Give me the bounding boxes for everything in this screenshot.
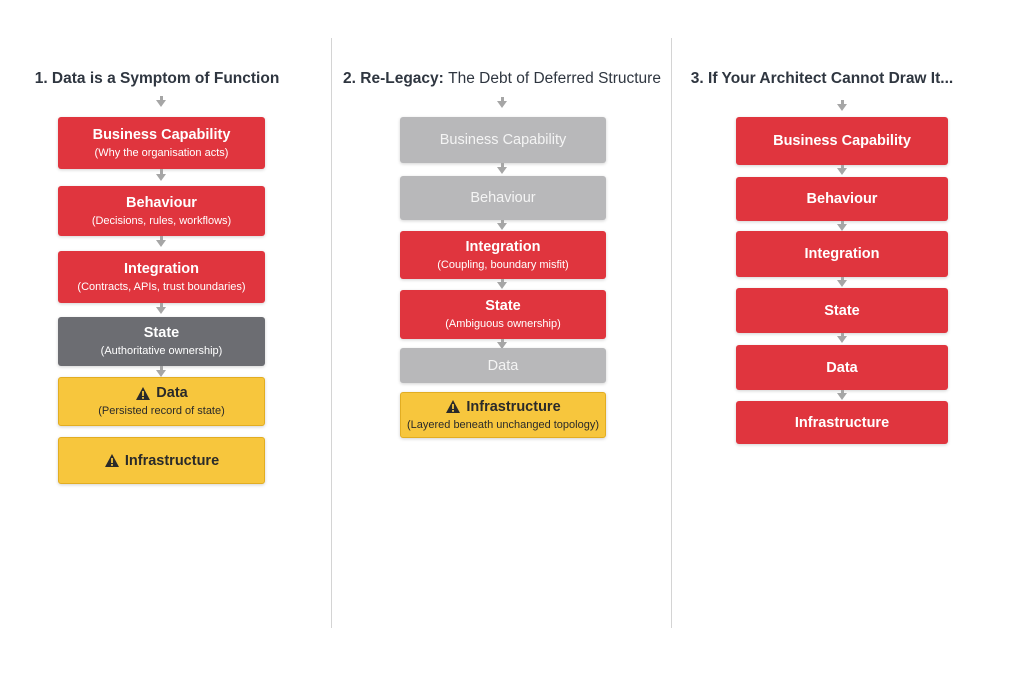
arrow-down-icon xyxy=(497,223,507,230)
layer-label: Integration xyxy=(124,260,199,277)
layer-label: Infrastructure xyxy=(466,398,561,415)
layer-integration xyxy=(58,251,265,303)
layer-data xyxy=(400,348,606,383)
layer-sublabel: (Layered beneath unchanged topology) xyxy=(406,418,600,431)
warning-icon xyxy=(445,399,461,414)
arrow-stem xyxy=(160,96,163,101)
layer-business-capability xyxy=(58,117,265,169)
layer-data xyxy=(58,377,265,426)
layer-integration xyxy=(736,231,948,277)
arrow-down-icon xyxy=(156,370,166,377)
layer-label: Behaviour xyxy=(470,190,536,206)
layer-state xyxy=(400,290,606,339)
layer-sublabel: (Coupling, boundary misfit) xyxy=(437,258,569,271)
arrow-stem xyxy=(501,279,504,283)
layer-data xyxy=(736,345,948,390)
arrow-down-icon xyxy=(156,307,166,314)
layer-label: Behaviour xyxy=(806,191,878,207)
layer-label: Integration xyxy=(465,238,541,255)
layer-sublabel: (Ambiguous ownership) xyxy=(445,318,561,330)
panel-title: 1. Data is a Symptom of Function xyxy=(34,70,280,87)
arrow-down-icon xyxy=(837,336,847,343)
arrow-down-icon xyxy=(837,104,847,111)
layer-business-capability xyxy=(736,117,948,165)
layer-label: Infrastructure xyxy=(794,414,890,431)
layer-state xyxy=(736,288,948,333)
layer-label: State xyxy=(143,325,180,341)
layer-label: Business Capability xyxy=(773,133,911,149)
layer-sublabel: (Contracts, APIs, trust boundaries) xyxy=(77,280,246,293)
layer-label-row xyxy=(445,398,560,416)
layer-label: Infrastructure xyxy=(124,452,220,469)
arrow-stem xyxy=(501,220,504,224)
arrow-stem xyxy=(160,236,163,241)
layer-sublabel: (Persisted record of state) xyxy=(98,405,225,417)
arrow-down-icon xyxy=(837,393,847,400)
layer-infrastructure xyxy=(736,401,948,444)
layer-label: State xyxy=(824,302,860,319)
arrow-stem xyxy=(841,390,844,394)
layer-behaviour xyxy=(58,186,265,236)
arrow-stem xyxy=(160,303,163,308)
layer-sublabel: (Why the organisation acts) xyxy=(94,146,229,159)
layer-label: Business Capability xyxy=(92,126,231,143)
arrow-down-icon xyxy=(156,100,166,107)
layer-label: Behaviour xyxy=(126,194,197,211)
panel-re-legacy xyxy=(332,0,671,683)
arrow-stem xyxy=(841,277,844,281)
layer-infrastructure xyxy=(400,392,606,438)
arrow-down-icon xyxy=(497,101,507,108)
panel-title-bold: 2. Re-Legacy: xyxy=(343,70,444,87)
layer-label-row xyxy=(104,452,219,470)
arrow-stem xyxy=(841,221,844,225)
layer-label: Data xyxy=(156,385,188,401)
arrow-down-icon xyxy=(497,167,507,174)
arrow-stem xyxy=(841,100,844,105)
panel-title-light: The Debt of Deferred Structure xyxy=(448,70,661,87)
arrow-down-icon xyxy=(837,224,847,231)
layer-label-row xyxy=(135,384,187,402)
layer-label: State xyxy=(485,298,521,314)
layer-label: Data xyxy=(487,357,519,374)
layer-state xyxy=(58,317,265,366)
arrow-stem xyxy=(501,339,504,343)
warning-icon xyxy=(135,386,151,401)
layer-integration xyxy=(400,231,606,279)
arrow-stem xyxy=(501,163,504,168)
layer-sublabel: (Decisions, rules, workflows) xyxy=(91,214,232,227)
layer-business-capability xyxy=(400,117,606,163)
arrow-stem xyxy=(841,165,844,169)
arrow-down-icon xyxy=(497,282,507,289)
panel-data-symptom xyxy=(0,0,324,683)
arrow-stem xyxy=(160,366,163,371)
arrow-stem xyxy=(841,333,844,337)
warning-icon xyxy=(104,453,120,468)
layer-infrastructure xyxy=(58,437,265,484)
arrow-down-icon xyxy=(837,168,847,175)
arrow-stem xyxy=(160,169,163,175)
layer-behaviour xyxy=(400,176,606,220)
panel-title xyxy=(337,70,667,88)
arrow-down-icon xyxy=(156,174,166,181)
arrow-stem xyxy=(501,97,504,102)
layer-behaviour xyxy=(736,177,948,221)
panel-title: 3. If Your Architect Cannot Draw It... xyxy=(690,70,954,87)
layer-label: Business Capability xyxy=(439,132,567,148)
layer-label: Data xyxy=(826,359,858,376)
layer-label: Integration xyxy=(804,246,880,262)
arrow-down-icon xyxy=(156,240,166,247)
arrow-down-icon xyxy=(837,280,847,287)
panel-cannot-draw xyxy=(672,0,1024,683)
layer-sublabel: (Authoritative ownership) xyxy=(100,345,223,357)
